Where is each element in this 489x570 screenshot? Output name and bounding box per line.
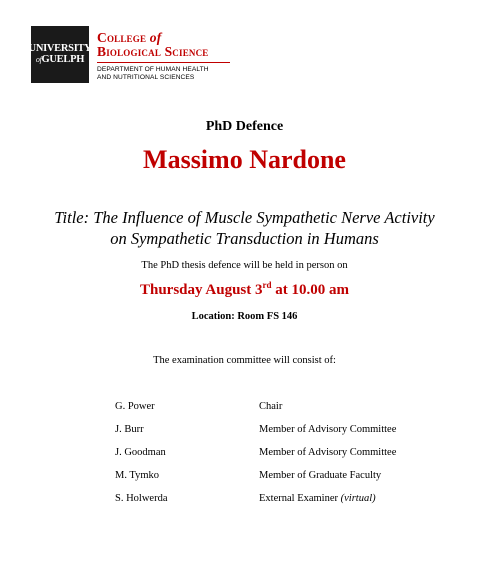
date-time: at 10.00 am — [271, 282, 350, 298]
logo-line-guelph — [36, 55, 84, 66]
member-name: J. Burr — [115, 424, 144, 435]
college-name-line2: Biological Science — [97, 44, 209, 59]
role-text: External Examiner — [259, 493, 341, 504]
college-divider — [97, 62, 230, 63]
college-of: of — [149, 30, 162, 45]
college-name-line1 — [97, 31, 230, 45]
member-name: J. Goodman — [115, 447, 166, 458]
role-text: Member of Graduate Faculty — [259, 470, 382, 481]
member-name: M. Tymko — [115, 470, 159, 481]
committee-list — [115, 401, 435, 516]
college-header — [97, 31, 230, 82]
logo-of: of — [35, 55, 42, 64]
role-text: Chair — [259, 401, 283, 412]
role-note: (virtual) — [340, 493, 376, 504]
date-ordinal: rd — [262, 280, 272, 290]
department-line1: DEPARTMENT OF HUMAN HEALTH — [97, 66, 209, 73]
date-main: Thursday August 3 — [139, 282, 263, 298]
college-word: College — [97, 30, 147, 45]
member-role — [259, 470, 381, 481]
member-name: G. Power — [115, 401, 155, 412]
logo-guelph: GUELPH — [41, 54, 85, 65]
member-role — [259, 401, 282, 412]
department-line2: AND NUTRITIONAL SCIENCES — [97, 74, 195, 81]
member-role — [259, 493, 376, 504]
committee-row — [115, 470, 435, 493]
event-heading: PhD Defence — [205, 119, 284, 134]
member-role — [259, 447, 396, 458]
thesis-title-line2: on Sympathetic Transduction in Humans — [110, 229, 379, 248]
committee-row — [115, 447, 435, 470]
member-name: S. Holwerda — [115, 493, 168, 504]
committee-intro: The examination committee will consist of: — [153, 355, 336, 366]
thesis-title-line1: Title: The Influence of Muscle Sympathetic Nerve Activity — [54, 208, 435, 227]
member-role — [259, 424, 396, 435]
role-text: Member of Advisory Committee — [259, 424, 397, 435]
department-name — [97, 66, 230, 82]
candidate-name: Massimo Nardone — [143, 145, 346, 174]
defence-intro: The PhD thesis defence will be held in person on — [141, 260, 348, 271]
defence-date — [0, 282, 489, 299]
committee-row — [115, 424, 435, 447]
role-text: Member of Advisory Committee — [259, 447, 397, 458]
committee-row — [115, 401, 435, 424]
university-logo — [28, 26, 92, 83]
committee-row — [115, 493, 435, 516]
logo-line-university: UNIVERSITY — [28, 42, 92, 54]
defence-location: Location: Room FS 146 — [191, 311, 298, 322]
